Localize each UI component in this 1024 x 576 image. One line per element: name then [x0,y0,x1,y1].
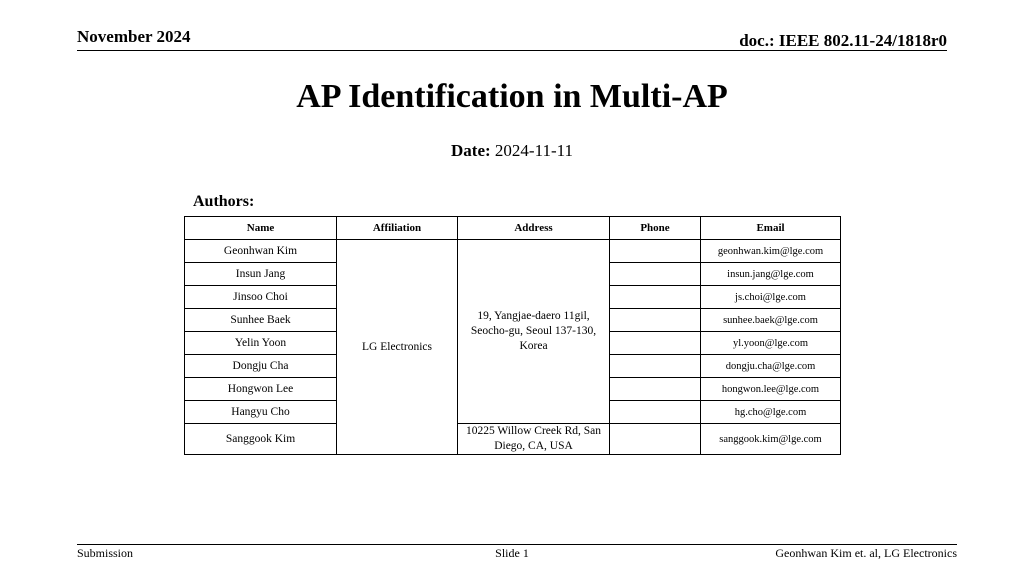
author-email: dongju.cha@lge.com [701,355,841,378]
address-usa-cell: 10225 Willow Creek Rd, San Diego, CA, USA [458,424,610,455]
footer-slide-number: Slide 1 [495,546,529,560]
author-name: Hangyu Cho [185,401,337,424]
table-header-row [185,217,841,240]
author-name: Geonhwan Kim [185,240,337,263]
table-row [185,424,841,455]
date-value: 2024-11-11 [494,141,573,160]
col-header-name: Name [185,217,337,240]
author-name: Hongwon Lee [185,378,337,401]
author-phone [610,309,701,332]
author-name: Sanggook Kim [185,424,337,455]
author-email: yl.yoon@lge.com [701,332,841,355]
col-header-email: Email [701,217,841,240]
header-divider [77,50,947,51]
date-line [0,141,1024,161]
author-phone [610,378,701,401]
footer-submission: Submission [77,546,134,560]
author-email: sunhee.baek@lge.com [701,309,841,332]
author-phone [610,263,701,286]
author-phone [610,286,701,309]
author-name: Insun Jang [185,263,337,286]
authors-label: Authors: [193,193,255,210]
author-name: Sunhee Baek [185,309,337,332]
author-email: hongwon.lee@lge.com [701,378,841,401]
col-header-affiliation: Affiliation [337,217,458,240]
author-phone [610,424,701,455]
header-doc-id: doc.: IEEE 802.11-24/1818r0 [739,31,947,50]
slide-title: AP Identification in Multi-AP [296,78,728,115]
author-phone [610,240,701,263]
author-phone [610,355,701,378]
header-date: November 2024 [77,27,191,46]
author-phone [610,332,701,355]
author-email: js.choi@lge.com [701,286,841,309]
table-row [185,240,841,263]
author-phone [610,401,701,424]
author-email: geonhwan.kim@lge.com [701,240,841,263]
author-email: insun.jang@lge.com [701,263,841,286]
author-name: Yelin Yoon [185,332,337,355]
footer-divider [77,544,957,545]
author-name: Jinsoo Choi [185,286,337,309]
footer-authors: Geonhwan Kim et. al, LG Electronics [775,546,957,560]
affiliation-cell: LG Electronics [337,240,458,455]
col-header-address: Address [458,217,610,240]
date-label: Date: [451,141,491,160]
author-name: Dongju Cha [185,355,337,378]
col-header-phone: Phone [610,217,701,240]
address-korea-cell: 19, Yangjae-daero 11gil, Seocho-gu, Seoul 137-130, Korea [458,240,610,424]
authors-table [184,216,841,455]
author-email: sanggook.kim@lge.com [701,424,841,455]
author-email: hg.cho@lge.com [701,401,841,424]
